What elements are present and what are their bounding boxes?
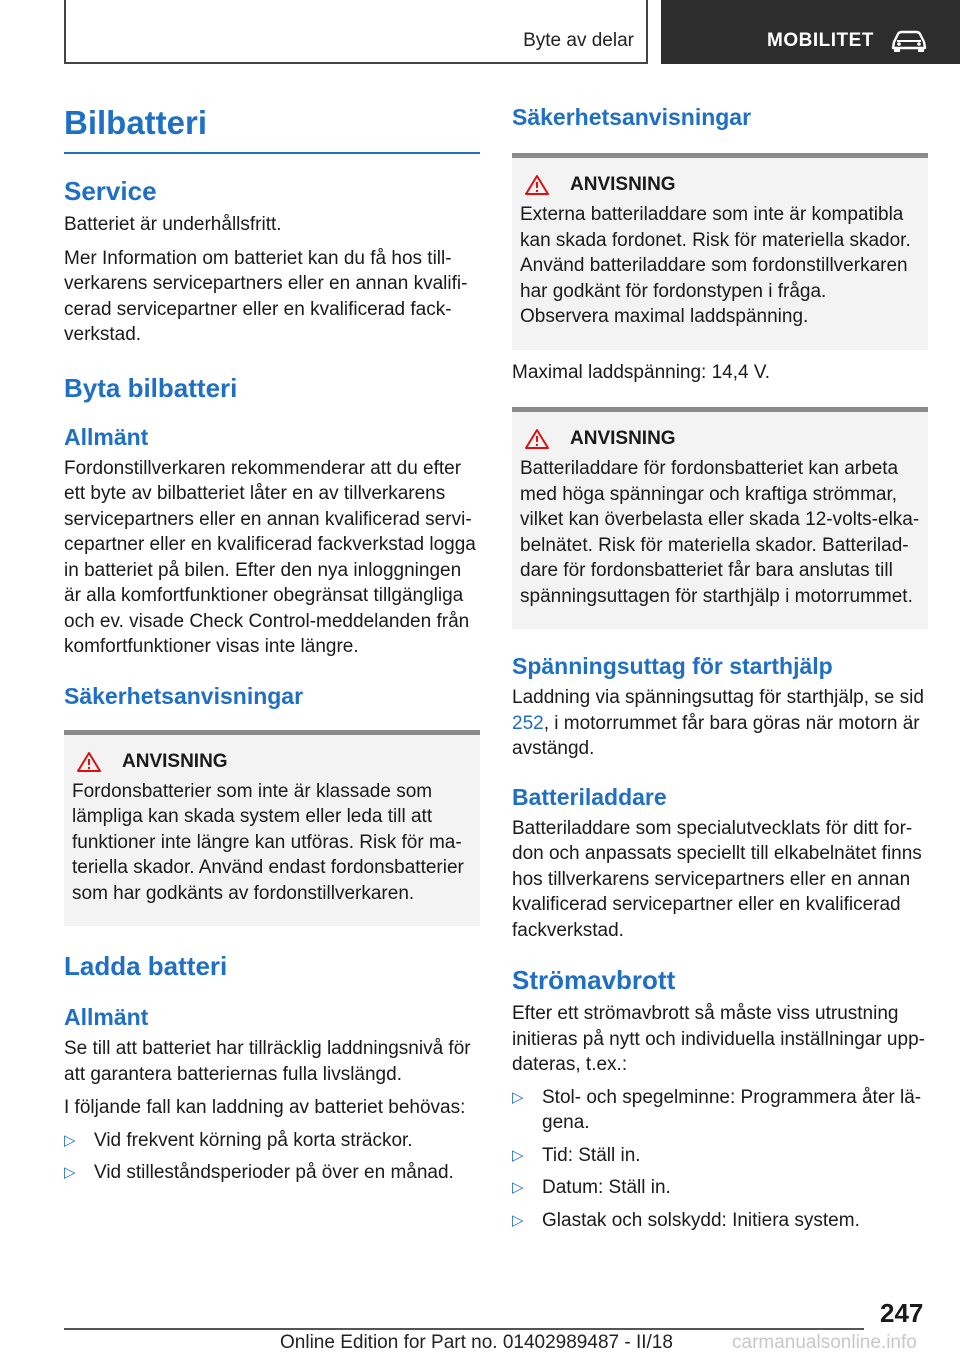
notice-text: Fordonsbatterier som inte är klassade som lämpliga kan skada system eller leda till att funktioner inte längre kan utföras. Risk för materiella skador. Använd endast fordonsbatterier som har godkänts av fordonstillverkaren. [72, 780, 464, 904]
chapter-title: MOBILITET [767, 30, 874, 51]
edition-text: Online Edition for Part no. 01402989487 - II/18 [280, 1332, 673, 1353]
charge-list [64, 1128, 480, 1186]
left-safety-heading: Säkerhetsanvisningar [64, 682, 304, 709]
bullet-triangle-icon: ▷ [64, 1164, 76, 1181]
right-notice-box-2 [512, 407, 928, 629]
bullet-triangle-icon: ▷ [64, 1131, 76, 1149]
charge-text-1: Se till att batteriet har tillräcklig laddningsnivå för att garantera batteriernas fulla livslängd. [64, 1038, 471, 1085]
right-safety-heading: Säkerhetsanvisningar [512, 104, 752, 130]
bullet-triangle-icon: ▷ [512, 1088, 524, 1106]
list-item: ▷ Tid: Ställ in. [512, 1143, 928, 1169]
warning-icon [76, 751, 102, 773]
jump-start-text: Laddning via spänningsuttag för starthjälp, se sid 252, i motorrummet får bara göras när motorn är avstängd. [512, 687, 924, 759]
notice-text: Externa batteriladdare som inte är kompatibla kan skada fordonet. Risk för materiella skador. Använd batteriladdare som fordonstillverkaren har godkänt för fordonstypen i fråga. Observera maximal laddspänning. [520, 204, 911, 327]
charger-heading: Batteriladdare [512, 783, 667, 810]
footer-divider [64, 1328, 864, 1330]
service-heading: Service [64, 176, 157, 206]
charge-battery-heading: Ladda batteri [64, 951, 228, 981]
warning-icon [524, 174, 550, 196]
header-section-box [64, 0, 648, 64]
jump-start-heading: Spänningsuttag för starthjälp [512, 653, 833, 679]
power-outage-text: Efter ett strömavbrott så måste viss utrustning initieras på nytt och individuella inställningar uppdateras, t.ex.: [512, 1003, 925, 1075]
right-notice-box-1 [512, 153, 928, 350]
service-text-2: Mer Information om batteriet kan du få hos tillverkarens servicepartners eller en annan kvalificerad servicepartner eller en kvalificerad fackverkstad. [64, 247, 468, 345]
notice-text: Batteriladdare för fordonsbatteriet kan arbeta med höga spänningar och kraftiga strömmar, vilket kan överbelasta eller skada 12-volts-elkabelnätet. Risk för materiella skador. Batteriladdare för fordonsbatteriet får bara anslutas till spänningsuttagen för starthjälp i motorrummet. [520, 458, 920, 607]
page-title: Bilbatteri [64, 104, 480, 154]
notice-label: ANVISNING [570, 428, 676, 449]
replace-general-text: Fordonstillverkaren rekommenderar att du efter ett byte av bilbatteriet låter en av tillverkarens servicepartners eller en annan kvalificerad servicepartner eller en kvalificerad fackverkstad logga in batteriet på bilen. Efter den nya inloggningen är alla komfortfunktioner obegränsat tillgängliga och ev. visade Check Control-meddelanden från komfortfunktioner visas inte längre. [64, 457, 476, 657]
replace-general-heading: Allmänt [64, 423, 149, 450]
section-title: Byte av delar [523, 30, 634, 51]
notice-label: ANVISNING [122, 750, 228, 772]
list-item: ▷ Glastak och solskydd: Initiera system. [512, 1208, 928, 1234]
right-column [512, 96, 928, 1233]
list-item: ▷ Vid stilleståndsperioder på över en månad. [64, 1160, 480, 1186]
header-chapter-box [661, 0, 960, 64]
bullet-triangle-icon: ▷ [512, 1146, 524, 1164]
charge-general-heading: Allmänt [64, 1004, 149, 1030]
notice-label: ANVISNING [570, 174, 676, 195]
left-notice-box [64, 730, 480, 927]
charge-text-2: I följande fall kan laddning av batteriet behövas: [64, 1097, 466, 1118]
bullet-triangle-icon: ▷ [512, 1211, 524, 1229]
charger-text: Batteriladdare som specialutvecklats för ditt fordon och anpassats speciellt till elkabelnätet finns hos tillverkarens servicepartners eller en annan kvalificerad servicepartner eller en kvalificerad fackverkstad. [512, 817, 922, 941]
page-link[interactable]: 252 [512, 712, 544, 734]
bullet-triangle-icon: ▷ [512, 1179, 524, 1196]
watermark: carmanualsonline.info [732, 1332, 917, 1353]
replace-battery-heading: Byta bilbatteri [64, 372, 238, 403]
list-item: ▷ Stol- och spegelminne: Programmera åter lägena. [512, 1086, 922, 1133]
car-icon [891, 30, 927, 52]
page-number: 247 [880, 1298, 924, 1328]
service-text-1: Batteriet är underhållsfritt. [64, 214, 282, 235]
outage-list [512, 1085, 928, 1234]
max-voltage-text: Maximal laddspänning: 14,4 V. [512, 361, 771, 383]
left-column [64, 96, 480, 1186]
list-item: ▷ Datum: Ställ in. [512, 1175, 928, 1201]
warning-icon [524, 428, 550, 450]
power-outage-heading: Strömavbrott [512, 965, 676, 995]
list-item: ▷ Vid frekvent körning på korta sträckor. [64, 1128, 480, 1154]
